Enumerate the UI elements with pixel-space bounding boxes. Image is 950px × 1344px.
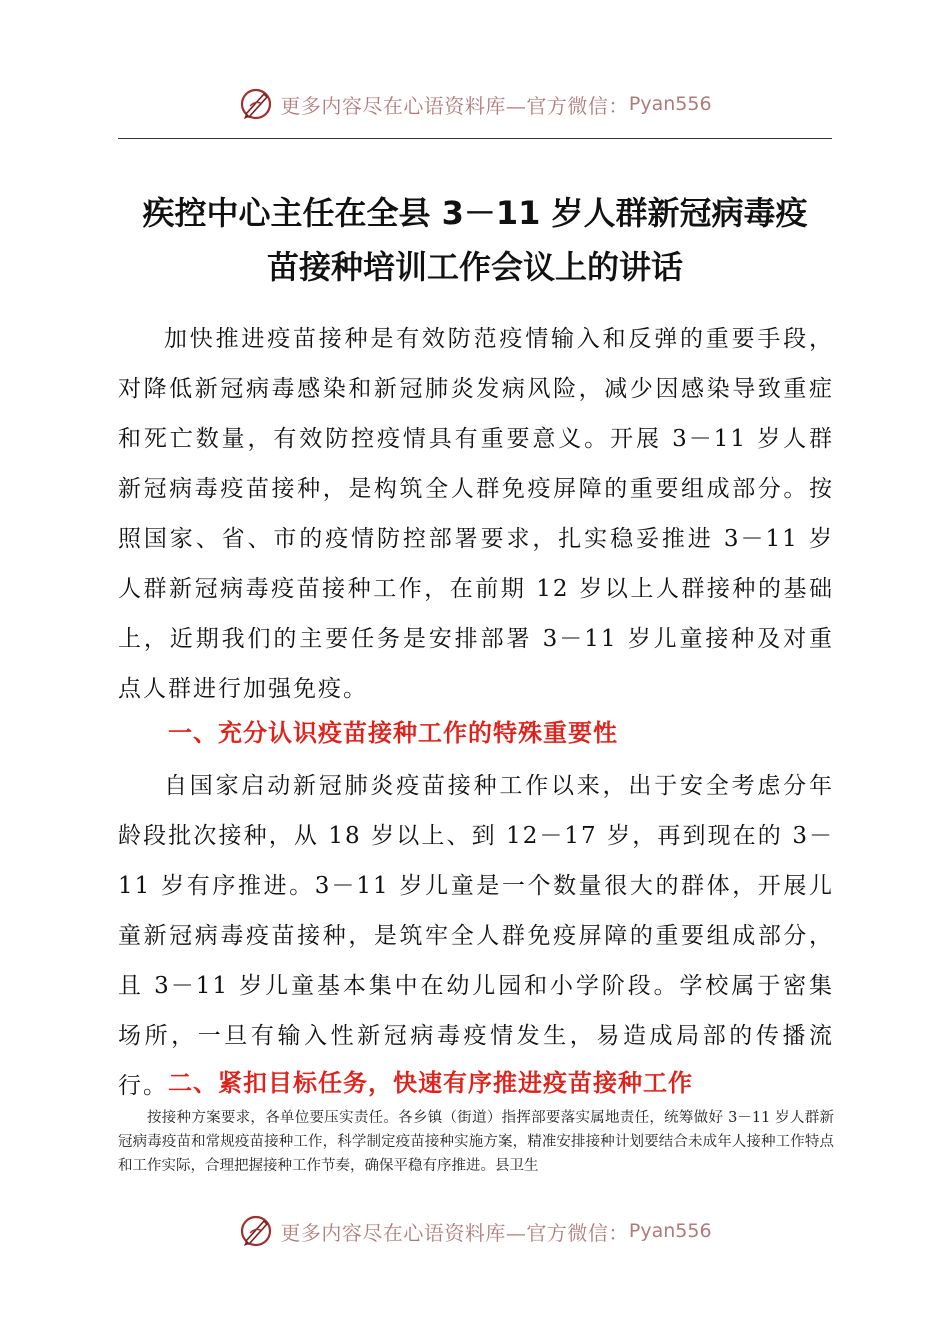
section-heading-2: 二、紧扣目标任务，快速有序推进疫苗接种工作 <box>168 1069 693 1097</box>
pen-logo-icon <box>238 1213 274 1249</box>
banner-text: 更多内容尽在心语资料库—官方微信： <box>280 93 629 118</box>
paragraph-intro: 加快推进疫苗接种是有效防范疫情输入和反弹的重要手段，对降低新冠病毒感染和新冠肺炎发病风险，减少因感染导致重症和死亡数量，有效防控疫情具有重要意义。开展 3－11 岁人群新冠病毒疫苗接种，是构筑全人群免疫屏障的重要组成部分。按照国家、省、市的疫情防控部署要求，扎实稳妥推进 3－11 岁人群新冠病毒疫苗接种工作，在前期 12 岁以上人群接种的基础上，近期我们的主要任务是安排部署 3－11 岁儿童接种及对重点人群进行加强免疫。 <box>118 326 834 702</box>
banner-wechat-id: Pyan556 <box>628 1220 712 1242</box>
title-line-2: 苗接种培训工作会议上的讲话 <box>266 248 683 286</box>
banner-wechat-id: Pyan556 <box>628 93 712 115</box>
document-title <box>100 186 850 294</box>
pen-logo-icon <box>238 86 274 122</box>
banner-text: 更多内容尽在心语资料库—官方微信： <box>280 1220 629 1245</box>
paragraph-section-2: 按接种方案要求，各单位要压实责任。各乡镇（街道）指挥部要落实属地责任，统筹做好 3－11 岁人群新冠病毒疫苗和常规疫苗接种工作，科学制定疫苗接种实施方案，精准安排接种计划要结合未成年人接种工作特点和工作实际，合理把握接种工作节奏，确保平稳有序推进。县卫生 <box>118 1110 834 1174</box>
title-line-1: 疾控中心主任在全县 3－11 岁人群新冠病毒疫 <box>142 194 808 232</box>
paragraph-section-1: 自国家启动新冠肺炎疫苗接种工作以来，出于安全考虑分年龄段批次接种，从 18 岁以上、到 12－17 岁，再到现在的 3－11 岁有序推进。3－11 岁儿童是一个数量很大的群体，开展儿童新冠病毒疫苗接种，是筑牢全人群免疫屏障的重要组成部分，且 3－11 岁儿童基本集中在幼儿园和小学阶段。学校属于密集场所，一旦有输入性新冠病毒疫情发生，易造成局部的传播流行。 <box>118 773 834 1099</box>
footer-watermark-banner <box>0 1209 950 1253</box>
section-heading-1: 一、充分认识疫苗接种工作的特殊重要性 <box>168 719 618 747</box>
header-watermark-banner <box>0 82 950 126</box>
header-divider <box>118 138 832 139</box>
